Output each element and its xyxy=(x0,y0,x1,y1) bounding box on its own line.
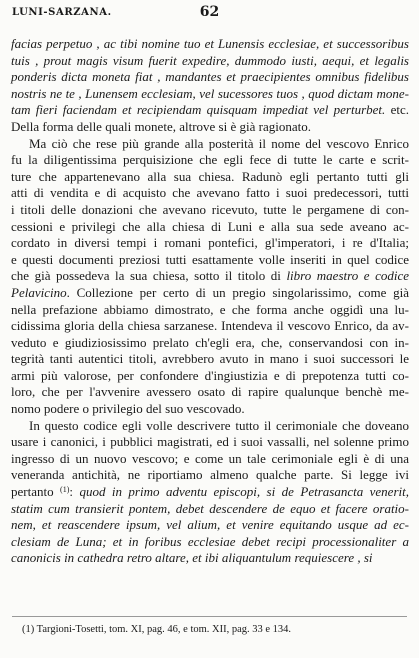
text-line xyxy=(11,501,409,518)
running-head: LUNI-SARZANA. xyxy=(12,7,112,18)
text-line xyxy=(11,102,409,119)
text-run: nella prefazione abbiamo dimostrato, e che forma anche oggidì una lu- xyxy=(11,301,409,317)
text-run: ture che appartenevano alla sua chiesa. Radunò egli pertanto tutti gli xyxy=(11,168,409,184)
text-run: Pelavicino xyxy=(11,284,67,300)
text-line xyxy=(11,268,409,285)
text-run: facias perpetuo , ac tibi nomine tuo et Lunensis ecclesiae, et successoribus xyxy=(11,36,409,51)
text-run: tuis , prout magis visum fuerit expedire, dummodo iusti, aequi, et legalis xyxy=(11,52,409,68)
text-run: cidissima gloria della chiesa sarzanese. Intendeva il vescovo Enrico, da av- xyxy=(11,318,409,334)
text-run: Ma ciò che rese più grande alla posterità il nome del vescovo Enrico xyxy=(29,135,409,151)
text-run: e questi documenti preziosi tutti esattamente volle inseriti in quel codice xyxy=(11,251,409,267)
footnote: (1) Targioni-Tosetti, tom. XI, pag. 46, e tom. XII, pag. 33 e 134. xyxy=(22,624,292,635)
text-run: veneranda antichità, ne riportiamo almeno qualche parte. Si legge ivi xyxy=(11,467,409,483)
text-run: armi più valorose, per confondere d'ingiustizia e di prepotenza tutti co- xyxy=(11,367,409,383)
text-line xyxy=(11,285,409,302)
text-line xyxy=(11,335,409,352)
text-line xyxy=(11,467,409,484)
text-run: : xyxy=(69,484,80,500)
text-run: tegrità tanti autentici titoli, avrebbero avuto in mano i suoi successori le xyxy=(11,351,409,367)
text-run: nem, et reascendere ipsum, vel alium, et venire equitando usque ad ec- xyxy=(11,517,409,533)
text-run: cessioni e privilegi che alla chiesa di Luni e alla sua sede aveano ac- xyxy=(11,218,409,234)
text-run: usare i canonici, i pubblici magistrati, ed i suoi vassalli, nel solenne primo xyxy=(11,434,409,450)
text-line xyxy=(11,235,409,252)
text-run: loro, che per l'avvenire avessero osato di rapire qualunque benchè me- xyxy=(11,384,409,400)
text-line xyxy=(11,302,409,319)
text-run: statim cum transierit pontem, debet descendere de equo et facere oratio- xyxy=(11,500,409,516)
text-line xyxy=(11,517,409,534)
text-line xyxy=(11,384,409,401)
text-run: i titoli delle donazioni che avevano ricevuto, tutte le pergamene di con- xyxy=(11,201,409,217)
body-text xyxy=(11,36,409,567)
paragraph xyxy=(11,136,409,418)
text-line xyxy=(11,136,409,153)
text-run: fu la diligentissima perquisizione che egli fece di tutte le carte e scrit- xyxy=(11,152,409,168)
text-run: canonicis in cathedra retro altare, et ibi aliquantulum requiescere , si xyxy=(11,550,373,566)
text-run: cordato in diversi tempi i romani pontefici, gl'imperatori, i re d'Italia; xyxy=(11,235,409,251)
text-run: atti di vendita e di acquisto che avevano fatto i suoi predecessori, tutti xyxy=(11,185,409,201)
text-line xyxy=(11,252,409,269)
text-run: ponderis dicta moneta fiat , mandantes et praecipientes omnibus fidelibus xyxy=(11,69,409,85)
text-line xyxy=(11,368,409,385)
footnote-marker: (1) xyxy=(60,485,70,495)
text-run: nostris ne te , Lunensem ecclesiam, vel sucessores tuos , quod dictam mone- xyxy=(11,85,409,101)
text-line xyxy=(11,401,409,418)
text-run: clesiam de Luna; et in foribus ecclesiae debet recipi processionaliter a xyxy=(11,533,409,549)
text-line xyxy=(11,418,409,435)
text-run: che già possedeva la sua chiesa, sotto il titolo di xyxy=(11,268,287,284)
footnote-rule xyxy=(12,616,407,617)
text-line xyxy=(11,169,409,186)
text-line xyxy=(11,534,409,551)
paragraph xyxy=(11,418,409,567)
text-line xyxy=(11,53,409,70)
text-line xyxy=(11,86,409,103)
text-run: . Collezione per certo di un pregio singolarissimo, come già xyxy=(66,284,409,300)
text-line xyxy=(11,484,409,501)
text-line xyxy=(11,152,409,169)
text-line xyxy=(11,36,409,53)
text-run: etc. xyxy=(385,102,409,118)
text-run: Della forma delle quali monete, altrove si è già ragionato. xyxy=(11,118,311,134)
text-line xyxy=(11,451,409,468)
text-run: nomo podere o privilegio del suo vescovado. xyxy=(11,401,245,417)
text-line xyxy=(11,119,409,136)
page-number: 62 xyxy=(199,4,220,20)
paragraph xyxy=(11,36,409,136)
text-line xyxy=(11,351,409,368)
text-run: quod in primo adventu episcopi, si de Petrasancta venerit, xyxy=(79,484,409,500)
text-line xyxy=(11,318,409,335)
text-line xyxy=(11,434,409,451)
text-run: libro maestro e codice xyxy=(286,268,410,284)
text-line xyxy=(11,219,409,236)
text-line xyxy=(11,202,409,219)
text-run: veduto e giudiziosissimo prelato ch'egli era, che, conservandosi con in- xyxy=(11,334,409,350)
text-line xyxy=(11,69,409,86)
text-run: In questo codice egli volle descrivere tutto il cerimoniale che doveano xyxy=(29,417,409,433)
text-line xyxy=(11,185,409,202)
text-line xyxy=(11,550,409,567)
text-run: tam fieri faciendam et recipiendam quisquam impediat vel perturbet. xyxy=(11,102,386,118)
text-run: pertanto xyxy=(11,484,61,500)
text-run: ingresso di un nuovo vescovo; e come un tale cerimoniale egli è di una xyxy=(11,450,409,466)
